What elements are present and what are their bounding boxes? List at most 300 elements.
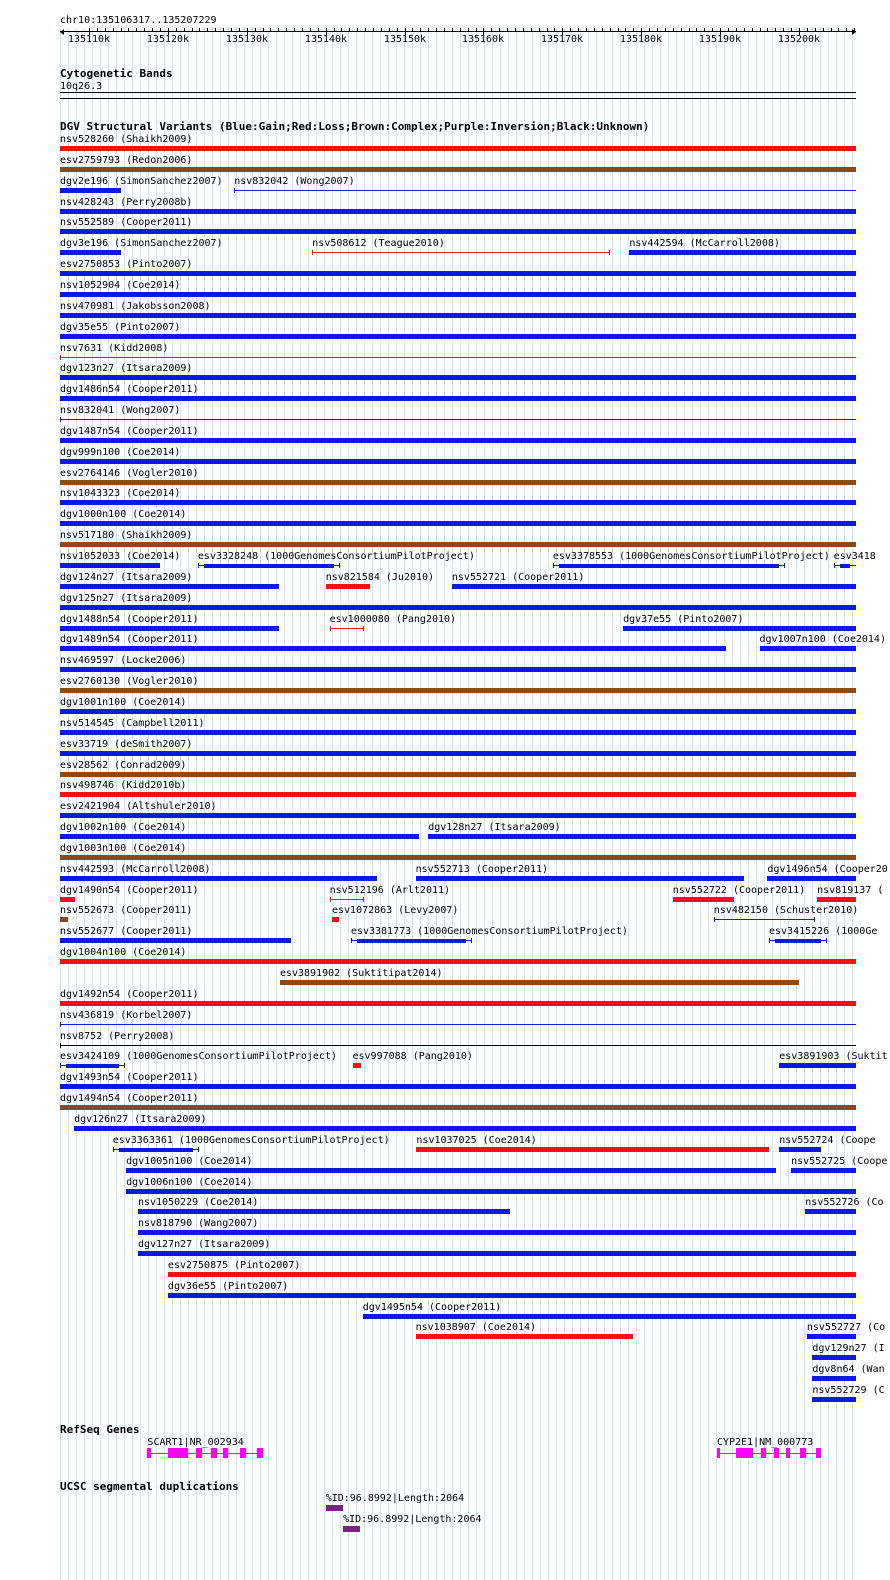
- variant-bar: [60, 459, 856, 464]
- grid-line: [340, 28, 341, 1580]
- ruler-minor-tick: [594, 28, 595, 31]
- grid-line: [532, 28, 533, 1580]
- variant-label: nsv1052033 (Coe2014): [60, 551, 181, 562]
- variant-bar: [60, 1084, 856, 1089]
- grid-line: [500, 28, 501, 1580]
- variant-end-tick: [814, 917, 815, 922]
- ruler-minor-tick: [610, 28, 611, 31]
- grid-line: [604, 28, 605, 1580]
- variant-label: nsv436819 (Korbel2007): [60, 1009, 193, 1021]
- ruler-minor-tick: [278, 28, 279, 31]
- variant-label: dgv8n64 (Wan: [812, 1364, 885, 1376]
- grid-line: [700, 28, 701, 1580]
- variant-label: nsv821584 (Ju2010): [325, 571, 435, 583]
- variant-end-tick: [198, 1147, 199, 1152]
- ruler-minor-tick: [318, 28, 319, 31]
- variant-bar: [60, 813, 856, 818]
- variant-bar: [126, 1189, 856, 1194]
- variant-bar: [60, 876, 377, 881]
- variant-bar: [138, 1251, 856, 1256]
- variant-label: esv2750875 (Pinto2007): [167, 1259, 301, 1271]
- gene-label: CYP2E1|NM_000773: [716, 1437, 814, 1448]
- ruler-tick-label: 135150k: [383, 34, 427, 45]
- gene-exon: [717, 1448, 720, 1458]
- variant-label: nsv832042 (Wong2007): [234, 175, 355, 187]
- variant-label: nsv498746 (Kidd2010b): [60, 780, 187, 792]
- variant-bar: [234, 190, 856, 191]
- variant-bar: [60, 209, 856, 214]
- variant-bar: [416, 1147, 769, 1152]
- variant-bar: [812, 1355, 856, 1360]
- grid-line: [388, 28, 389, 1580]
- variant-bar: [812, 1397, 856, 1402]
- grid-line: [444, 28, 445, 1580]
- variant-label: dgv1490n54 (Cooper2011): [60, 884, 199, 896]
- ruler-minor-tick: [760, 28, 761, 31]
- gene-exon: [800, 1448, 806, 1458]
- ruler-tick-label: 135190k: [698, 34, 742, 45]
- gene-exon: [774, 1448, 779, 1458]
- variant-bar: [60, 292, 856, 297]
- grid-line: [564, 28, 565, 1580]
- grid-line: [788, 28, 789, 1580]
- variant-label: nsv552721 (Cooper2011): [451, 571, 585, 583]
- gene-exon: [196, 1448, 202, 1458]
- variant-label: nsv552713 (Cooper2011): [415, 863, 549, 875]
- variant-end-tick: [330, 897, 331, 902]
- variant-bar: [60, 146, 856, 151]
- grid-line: [548, 28, 549, 1580]
- grid-line: [676, 28, 677, 1580]
- ruler-minor-tick: [807, 28, 808, 31]
- grid-line: [708, 28, 709, 1580]
- ruler-minor-tick: [207, 28, 208, 31]
- variant-label: esv3891902 (Suktitipat2014): [279, 968, 443, 979]
- variant-bar: [60, 1024, 856, 1025]
- gene-exon: [240, 1448, 247, 1458]
- variant-end-tick: [351, 938, 352, 943]
- variant-label: dgv1492n54 (Cooper2011): [60, 988, 199, 1000]
- grid-line: [460, 28, 461, 1580]
- grid-line: [468, 28, 469, 1580]
- grid-line: [556, 28, 557, 1580]
- variant-label: nsv552722 (Cooper2011): [672, 884, 806, 896]
- grid-line: [316, 28, 317, 1580]
- ruler-minor-tick: [831, 28, 832, 31]
- grid-line: [628, 28, 629, 1580]
- variant-end-tick: [330, 626, 331, 631]
- variant-bar: [363, 1314, 856, 1319]
- ruler-minor-tick: [334, 28, 335, 31]
- grid-line: [636, 28, 637, 1580]
- ruler-minor-tick: [491, 28, 492, 31]
- ruler-right-arrow: [852, 29, 856, 35]
- grid-line: [276, 28, 277, 1580]
- variant-bar: [330, 899, 364, 900]
- variant-label: dgv1000n100 (Coe2014): [60, 509, 187, 521]
- ruler-minor-tick: [223, 28, 224, 31]
- ruler-minor-tick: [554, 28, 555, 31]
- variant-bar: [168, 1272, 856, 1277]
- ruler-minor-tick: [270, 28, 271, 31]
- variant-end-tick: [60, 417, 61, 422]
- grid-line: [716, 28, 717, 1580]
- variant-label: dgv999n100 (Coe2014): [60, 446, 181, 458]
- variant-label: dgv1006n100 (Coe2014): [126, 1176, 253, 1188]
- variant-label: nsv552673 (Cooper2011): [60, 905, 193, 917]
- segdup-label: %ID:96.8992|Length:2064: [325, 1493, 465, 1504]
- ruler-minor-tick: [365, 28, 366, 31]
- ruler-minor-tick: [783, 28, 784, 31]
- variant-bar: [60, 751, 856, 756]
- ruler-minor-tick: [389, 28, 390, 31]
- grid-line: [780, 28, 781, 1580]
- ruler-minor-tick: [128, 28, 129, 31]
- variant-end-tick: [312, 250, 313, 255]
- variant-label: nsv552729 (C: [812, 1385, 885, 1396]
- variant-label: nsv552677 (Cooper2011): [60, 926, 193, 938]
- variant-bar: [60, 521, 856, 526]
- grid-line: [724, 28, 725, 1580]
- ruler-tick-label: 135160k: [461, 34, 505, 45]
- variant-label: esv2760130 (Vogler2010): [60, 676, 199, 688]
- variant-label: dgv1495n54 (Cooper2011): [362, 1301, 502, 1313]
- variant-bar: [60, 938, 291, 943]
- variant-label: dgv35e55 (Pinto2007): [60, 321, 181, 333]
- gene-exon: [736, 1448, 754, 1458]
- variant-bar-core: [775, 939, 821, 943]
- ruler-minor-tick: [649, 28, 650, 31]
- grid-line: [476, 28, 477, 1580]
- variant-bar: [60, 229, 856, 234]
- variant-label: dgv1003n100 (Coe2014): [60, 842, 187, 854]
- variant-label: nsv552589 (Cooper2011): [60, 217, 193, 229]
- variant-bar: [326, 584, 370, 589]
- ruler-minor-tick: [846, 28, 847, 31]
- ruler-minor-tick: [523, 28, 524, 31]
- variant-bar-core: [357, 939, 466, 943]
- variant-bar-core: [119, 1148, 194, 1152]
- grid-line: [324, 28, 325, 1580]
- ruler-minor-tick: [515, 28, 516, 31]
- ruler-minor-tick: [752, 28, 753, 31]
- variant-bar: [126, 1168, 776, 1173]
- variant-end-tick: [60, 1063, 61, 1068]
- grid-line: [236, 28, 237, 1580]
- variant-label: nsv1052904 (Coe2014): [60, 279, 181, 291]
- variant-label: dgv1493n54 (Cooper2011): [60, 1072, 199, 1084]
- ruler-minor-tick: [436, 28, 437, 31]
- grid-line: [452, 28, 453, 1580]
- variant-end-tick: [363, 897, 364, 902]
- ruler-minor-tick: [799, 28, 800, 31]
- variant-label: esv1000080 (Pang2010): [329, 613, 457, 625]
- variant-label: nsv482150 (Schuster2010): [713, 905, 859, 917]
- ruler-minor-tick: [689, 28, 690, 31]
- grid-line: [596, 28, 597, 1580]
- variant-label: nsv470981 (Jakobsson2008): [60, 300, 211, 312]
- ruler-minor-tick: [97, 28, 98, 31]
- variant-bar: [60, 584, 279, 589]
- grid-line: [668, 28, 669, 1580]
- variant-bar: [74, 1126, 856, 1131]
- variant-label: dgv1005n100 (Coe2014): [126, 1155, 253, 1167]
- ruler-minor-tick: [460, 28, 461, 31]
- variant-bar: [60, 1045, 856, 1046]
- grid-line: [372, 28, 373, 1580]
- variant-end-tick: [553, 563, 554, 568]
- ruler-minor-tick: [286, 28, 287, 31]
- segdup-label: %ID:96.8992|Length:2064: [343, 1514, 482, 1525]
- variant-label: dgv124n27 (Itsara2009): [60, 571, 193, 583]
- ruler-minor-tick: [105, 28, 106, 31]
- variant-bar: [60, 1105, 856, 1110]
- ruler-minor-tick: [744, 28, 745, 31]
- variant-bar: [60, 167, 856, 172]
- variant-label: dgv127n27 (Itsara2009): [137, 1239, 271, 1251]
- variant-bar: [60, 917, 68, 922]
- variant-bar: [168, 1293, 856, 1298]
- variant-bar: [332, 917, 339, 922]
- ruler-minor-tick: [176, 28, 177, 31]
- variant-bar: [779, 1063, 856, 1068]
- variant-bar: [416, 876, 744, 881]
- ruler-minor-tick: [397, 28, 398, 31]
- ruler-tick-label: 135170k: [540, 34, 584, 45]
- variant-label: dgv1007n100 (Coe2014): [759, 634, 886, 646]
- variant-label: nsv819137 (: [817, 884, 884, 896]
- grid-line: [308, 28, 309, 1580]
- grid-line: [492, 28, 493, 1580]
- ruler-minor-tick: [767, 28, 768, 31]
- variant-bar: [138, 1209, 510, 1214]
- variant-bar: [60, 709, 856, 714]
- grid-line: [644, 28, 645, 1580]
- variant-bar: [60, 334, 856, 339]
- variant-bar: [60, 357, 856, 358]
- variant-bar: [428, 834, 856, 839]
- variant-label: dgv36e55 (Pinto2007): [167, 1280, 289, 1292]
- variant-label: dgv37e55 (Pinto2007): [623, 613, 744, 625]
- gene-label: SCART1|NR_002934: [147, 1437, 244, 1448]
- variant-bar-core: [204, 564, 334, 568]
- variant-end-tick: [363, 626, 364, 631]
- variant-label: nsv7631 (Kidd2008): [60, 342, 169, 354]
- region-label: chr10:135106317..135207229: [60, 15, 217, 26]
- ruler-minor-tick: [468, 28, 469, 31]
- ruler-minor-tick: [539, 28, 540, 31]
- grid-line: [484, 28, 485, 1580]
- variant-bar: [60, 959, 856, 964]
- ruler-minor-tick: [483, 28, 484, 31]
- variant-bar: [805, 1209, 856, 1214]
- variant-label: dgv123n27 (Itsara2009): [60, 363, 193, 375]
- variant-label: nsv1038907 (Coe2014): [415, 1322, 537, 1334]
- variant-label: nsv469597 (Locke2006): [60, 655, 187, 667]
- cytoband-line-bottom: [60, 98, 856, 99]
- variant-label: nsv517180 (Shaikh2009): [60, 530, 193, 542]
- ruler-minor-tick: [586, 28, 587, 31]
- dgv-track-title: DGV Structural Variants (Blue:Gain;Red:Loss;Brown:Complex;Purple:Inversion;Black:Unknown): [60, 120, 650, 133]
- variant-label: nsv442593 (McCarroll2008): [60, 863, 211, 875]
- variant-label: nsv514545 (Campbell2011): [60, 717, 205, 729]
- grid-line: [404, 28, 405, 1580]
- grid-line: [572, 28, 573, 1580]
- ruler-minor-tick: [736, 28, 737, 31]
- ruler-minor-tick: [136, 28, 137, 31]
- gene-exon: [223, 1448, 228, 1458]
- ruler-minor-tick: [310, 28, 311, 31]
- ruler-axis: [60, 31, 856, 32]
- ruler-tick-label: 135130k: [225, 34, 269, 45]
- variant-end-tick: [198, 563, 199, 568]
- variant-label: dgv129n27 (I: [812, 1343, 885, 1355]
- variant-end-tick: [834, 563, 835, 568]
- ruler-minor-tick: [405, 28, 406, 31]
- grid-line: [764, 28, 765, 1580]
- variant-label: dgv1001n100 (Coe2014): [60, 696, 187, 708]
- ruler-minor-tick: [775, 28, 776, 31]
- ruler-minor-tick: [673, 28, 674, 31]
- ruler-minor-tick: [791, 28, 792, 31]
- grid-line: [516, 28, 517, 1580]
- ruler-minor-tick: [192, 28, 193, 31]
- ruler-minor-tick: [720, 28, 721, 31]
- grid-line: [748, 28, 749, 1580]
- variant-label: nsv528260 (Shaikh2009): [60, 134, 193, 145]
- variant-label: nsv508612 (Teague2010): [312, 238, 445, 250]
- grid-line: [732, 28, 733, 1580]
- variant-bar: [60, 646, 726, 651]
- variant-label: esv3424109 (1000GenomesConsortiumPilotProject): [60, 1051, 337, 1063]
- variant-bar: [60, 271, 856, 276]
- variant-label: nsv428243 (Perry2008b): [60, 196, 193, 208]
- variant-bar: [452, 584, 856, 589]
- ruler-minor-tick: [168, 28, 169, 31]
- variant-label: nsv552726 (Co: [805, 1197, 884, 1209]
- variant-end-tick: [714, 917, 715, 922]
- ruler-tick-label: 135110k: [67, 34, 111, 45]
- grid-line: [756, 28, 757, 1580]
- variant-label: esv3328248 (1000GenomesConsortiumPilotProject): [197, 551, 475, 562]
- cytoband-label: 10q26.3: [60, 81, 103, 92]
- grid-line: [652, 28, 653, 1580]
- grid-line: [356, 28, 357, 1580]
- variant-bar: [807, 1334, 856, 1339]
- variant-end-tick: [60, 1022, 61, 1027]
- variant-bar: [330, 628, 364, 629]
- variant-bar: [760, 646, 856, 651]
- grid-line: [364, 28, 365, 1580]
- gene-exon: [786, 1448, 790, 1458]
- segdup-track-title: UCSC segmental duplications: [60, 1480, 239, 1493]
- variant-label: esv3381773 (1000GenomesConsortiumPilotProject): [350, 926, 628, 938]
- ruler-minor-tick: [428, 28, 429, 31]
- gene-exon: [761, 1448, 766, 1458]
- ruler-minor-tick: [144, 28, 145, 31]
- grid-line: [660, 28, 661, 1580]
- ruler-minor-tick: [696, 28, 697, 31]
- ruler-tick-label: 135140k: [304, 34, 348, 45]
- grid-line: [804, 28, 805, 1580]
- variant-label: nsv1037025 (Coe2014): [416, 1134, 537, 1146]
- variant-label: esv2750853 (Pinto2007): [60, 259, 193, 271]
- variant-bar-core: [66, 1064, 119, 1068]
- segdup-bar: [343, 1526, 360, 1532]
- variant-label: dgv1004n100 (Coe2014): [60, 947, 187, 959]
- variant-label: nsv442594 (McCarroll2008): [629, 238, 780, 250]
- grid-line: [692, 28, 693, 1580]
- ruler-minor-tick: [704, 28, 705, 31]
- grid-line: [620, 28, 621, 1580]
- variant-bar: [60, 834, 419, 839]
- ruler-minor-tick: [184, 28, 185, 31]
- grid-line: [684, 28, 685, 1580]
- ruler-minor-tick: [476, 28, 477, 31]
- grid-line: [612, 28, 613, 1580]
- variant-label: dgv1486n54 (Cooper2011): [60, 384, 199, 396]
- variant-label: nsv552724 (Coope: [779, 1134, 876, 1146]
- variant-label: esv3415226 (1000Ge: [769, 926, 878, 938]
- variant-label: esv2759793 (Redon2006): [60, 154, 193, 166]
- variant-bar: [60, 375, 856, 380]
- ruler-minor-tick: [420, 28, 421, 31]
- cytobands-title: Cytogenetic Bands: [60, 67, 173, 80]
- grid-line: [524, 28, 525, 1580]
- grid-line: [228, 28, 229, 1580]
- ruler-minor-tick: [160, 28, 161, 31]
- variant-label: nsv1050229 (Coe2014): [137, 1197, 259, 1209]
- ruler-minor-tick: [255, 28, 256, 31]
- grid-line: [348, 28, 349, 1580]
- variant-label: dgv2e196 (SimonSanchez2007): [60, 175, 223, 187]
- ruler-minor-tick: [641, 28, 642, 31]
- variant-label: esv3363361 (1000GenomesConsortiumPilotProject): [112, 1134, 390, 1146]
- ruler-minor-tick: [562, 28, 563, 31]
- ruler-minor-tick: [681, 28, 682, 31]
- variant-end-tick: [784, 563, 785, 568]
- ruler-left-arrow: [60, 29, 64, 35]
- variant-label: dgv3e196 (SimonSanchez2007): [60, 238, 223, 250]
- ruler-minor-tick: [263, 28, 264, 31]
- grid-line: [292, 28, 293, 1580]
- grid-line: [252, 28, 253, 1580]
- variant-bar: [623, 626, 856, 631]
- ruler-minor-tick: [499, 28, 500, 31]
- grid-line: [332, 28, 333, 1580]
- variant-label: nsv8752 (Perry2008): [60, 1030, 175, 1042]
- ruler-minor-tick: [89, 28, 90, 31]
- grid-line: [796, 28, 797, 1580]
- variant-bar-core: [559, 564, 779, 568]
- variant-bar: [60, 396, 856, 401]
- ruler-minor-tick: [152, 28, 153, 31]
- ruler-minor-tick: [215, 28, 216, 31]
- variant-bar: [60, 419, 856, 420]
- variant-bar: [629, 250, 856, 255]
- variant-label: dgv1002n100 (Coe2014): [60, 822, 187, 834]
- variant-bar: [60, 313, 856, 318]
- variant-bar: [60, 480, 856, 485]
- ruler-minor-tick: [815, 28, 816, 31]
- ruler-tick-label: 135120k: [146, 34, 190, 45]
- variant-label: dgv1487n54 (Cooper2011): [60, 425, 199, 437]
- variant-bar: [312, 252, 609, 253]
- variant-label: dgv1488n54 (Cooper2011): [60, 613, 199, 625]
- grid-line: [436, 28, 437, 1580]
- grid-line: [220, 28, 221, 1580]
- ruler-minor-tick: [231, 28, 232, 31]
